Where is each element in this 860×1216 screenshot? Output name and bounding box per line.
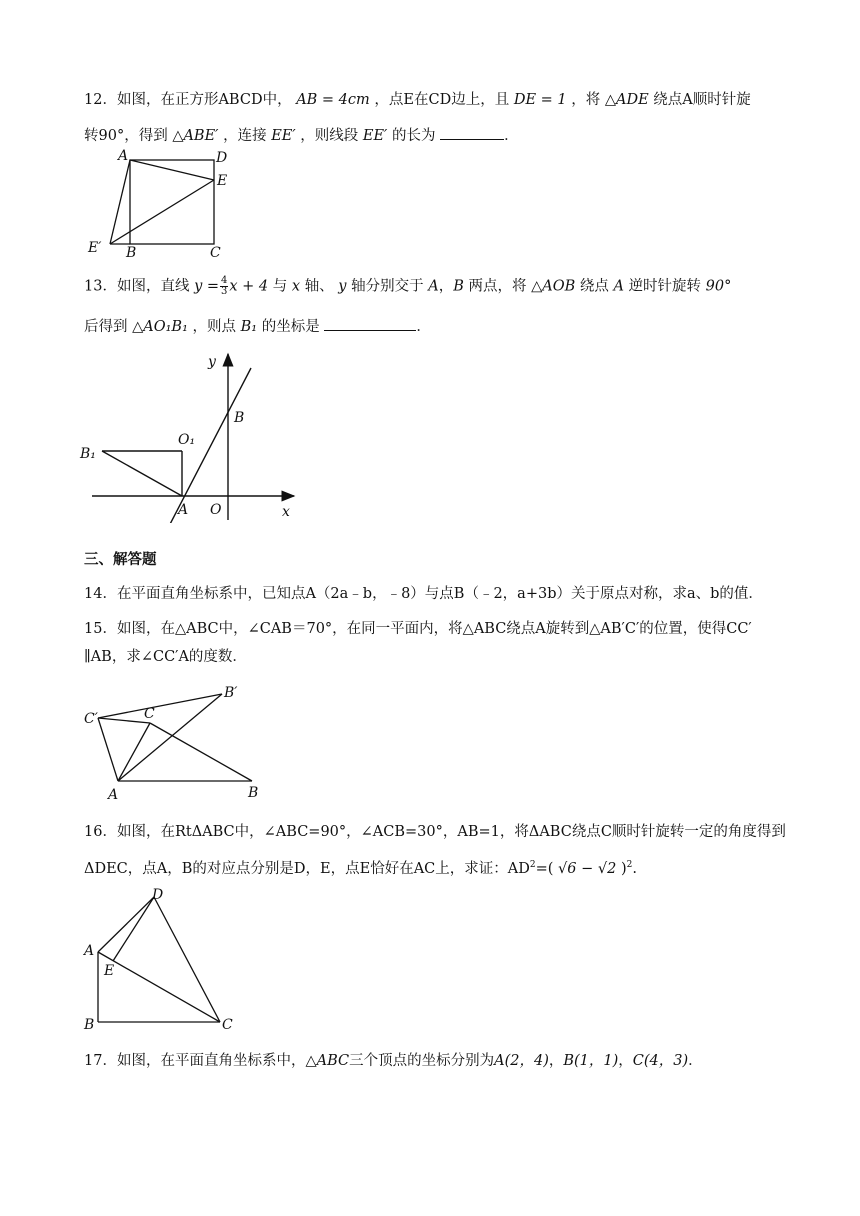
q16-label-d: D [152, 887, 164, 903]
q12-label-d: D [216, 150, 228, 166]
q12-answer-blank [440, 125, 504, 140]
q15-figure [80, 680, 280, 809]
q16-label-a: A [84, 943, 95, 959]
q14-line: 14．在平面直角坐标系中，已知点A（2a﹣b，﹣8）与点B（﹣2，a+3b）关于原点对称，求a、b的值． [84, 586, 763, 602]
q12-figure [80, 148, 240, 262]
q15-line1: 15．如图，在△ABC中，∠CAB＝70°，在同一平面内，将△ABC绕点A旋转到△AB′C′的位置，使得CC′ [84, 621, 752, 637]
q15-label-c1: C′ [84, 711, 98, 727]
q13-y: y [338, 278, 347, 295]
q15-label-b: B [248, 785, 259, 801]
q16-minus: − [581, 860, 594, 877]
q15-segment-c1b1 [98, 694, 222, 718]
q12-ee: EE′ [362, 128, 388, 144]
q12-segment-ae [130, 160, 214, 180]
q13-frac-num: 4 [221, 275, 228, 286]
q17-tri: △ABC [305, 1053, 350, 1069]
q12-text: 转90°，得到 [84, 128, 168, 144]
q13-text: 后得到 [84, 319, 128, 335]
q15-segment-ab1 [118, 694, 222, 781]
q13-tri-aob: △AOB [531, 278, 576, 295]
q13-label-b1: B₁ [80, 446, 96, 462]
q13-b1: B₁ [240, 319, 258, 335]
q16-label-c: C [222, 1017, 233, 1033]
q13-answer-blank [324, 316, 416, 331]
q16-sqrt2: √2 [597, 860, 617, 877]
q13-label-x: x [282, 504, 290, 520]
q12-label-a: A [118, 148, 129, 164]
q15-line2: ∥AB，求∠CC′A的度数． [84, 649, 247, 665]
q13-figure [76, 348, 306, 527]
q17-point-a: A(2，4) [494, 1053, 549, 1069]
q13-text: ． [416, 319, 431, 335]
q12-label-e: E [217, 173, 228, 189]
q13-fraction [220, 276, 228, 297]
q16-segment-ad [98, 897, 154, 952]
q13-text: 逆时针旋转 [628, 278, 702, 295]
q16-superscript: 2 [626, 860, 633, 870]
q16-label-e: E [104, 963, 115, 979]
q15-label-b1: B′ [224, 685, 238, 701]
q17-line [84, 1051, 703, 1071]
q17-text: ． [688, 1053, 703, 1069]
q12-line2 [84, 125, 519, 146]
q13-deg: 90° [705, 278, 732, 295]
q13-line1 [84, 276, 731, 297]
q12-de-eq: DE = 1 [513, 92, 567, 108]
q15-segment-c1a [98, 718, 118, 781]
q13-text: ，则点 [192, 319, 237, 335]
q13-equation: x + 4 [229, 278, 269, 295]
q13-label-a: A [178, 502, 189, 518]
q13-equation: y = [194, 278, 220, 295]
q13-text: ， [438, 278, 454, 295]
q16-figure [78, 885, 248, 1039]
q13-label-y: y [208, 354, 216, 370]
q17-point-c: C(4，3) [632, 1053, 689, 1069]
q16-segment-de [113, 897, 154, 961]
q13-text: 轴、 [304, 278, 334, 295]
q12-text: 绕点A顺时针旋 [653, 92, 751, 108]
q13-text: 的坐标是 [261, 319, 320, 335]
q12-text: ． [504, 128, 519, 144]
q12-tri-abe: △ABE′ [172, 128, 219, 144]
q12-label-c: C [210, 245, 221, 258]
q13-x: x [291, 278, 301, 295]
q15-segment-ca [118, 723, 150, 781]
section-heading: 三、解答题 [84, 552, 157, 568]
q13-text: 与 [272, 278, 288, 295]
q12-text: 的长为 [391, 128, 436, 144]
q13-label-o1: O₁ [178, 432, 196, 448]
q13-point-a: A [613, 278, 624, 295]
q16-sqrt6: √6 [558, 860, 577, 877]
q16-line1: 16．如图，在RtΔABC中，∠ABC=90°，∠ACB=30°，AB=1，将ΔABC绕点C顺时针旋转一定的角度得到 [84, 824, 786, 840]
q17-text: ， [548, 1053, 564, 1069]
q13-point-a: A [428, 278, 439, 295]
q16-label-b: B [84, 1017, 95, 1033]
q12-text: ，则线段 [300, 128, 359, 144]
q17-point-b: B(1，1) [563, 1053, 619, 1069]
q12-ee: EE′ [271, 128, 296, 144]
q16-text: =( [535, 860, 554, 877]
q12-segment-ee1 [110, 180, 214, 244]
q13-segment-b1a [102, 451, 182, 496]
q13-point-b: B [453, 278, 464, 295]
q12-ab-eq: AB = 4cm [296, 92, 370, 108]
q15-label-a: A [108, 787, 119, 803]
q13-text: 13．如图，直线 [84, 278, 190, 295]
q12-text: ，连接 [223, 128, 267, 144]
q12-label-e1: E′ [88, 240, 102, 256]
q12-label-b: B [126, 245, 137, 258]
q16-superscript: 2 [529, 860, 536, 870]
q12-square [130, 160, 214, 244]
q15-segment-cb [150, 723, 252, 781]
q16-text: ) [620, 860, 627, 877]
q13-tri-ao1b1: △AO₁B₁ [132, 319, 188, 335]
q15-label-c: C [144, 706, 155, 722]
q13-label-b: B [234, 410, 245, 426]
q13-text: 绕点 [579, 278, 609, 295]
q16-line2 [84, 855, 637, 879]
q13-label-o: O [210, 502, 222, 518]
q12-text: ，将 [571, 92, 601, 108]
q12-line1 [84, 90, 751, 110]
q15-segment-c1c [98, 718, 150, 723]
q13-text: 两点，将 [468, 278, 527, 295]
q12-tri-ade: △ADE [604, 92, 649, 108]
q17-text: 17．如图，在平面直角坐标系中， [84, 1053, 306, 1069]
q13-frac-den: 3 [221, 286, 228, 297]
q17-text: 三个顶点的坐标分别为 [349, 1053, 495, 1069]
q12-text: ，点E在CD边上，且 [374, 92, 510, 108]
q16-text: ΔDEC，点A，B的对应点分别是D，E，点E恰好在AC上，求证：AD [84, 860, 530, 877]
q12-text: 12．如图，在正方形ABCD中， [84, 92, 292, 108]
q13-text: 轴分别交于 [351, 278, 424, 295]
q12-segment-ae1 [110, 160, 130, 244]
q13-line2 [84, 316, 431, 337]
q16-text: . [632, 860, 637, 877]
q17-text: ， [618, 1053, 633, 1069]
